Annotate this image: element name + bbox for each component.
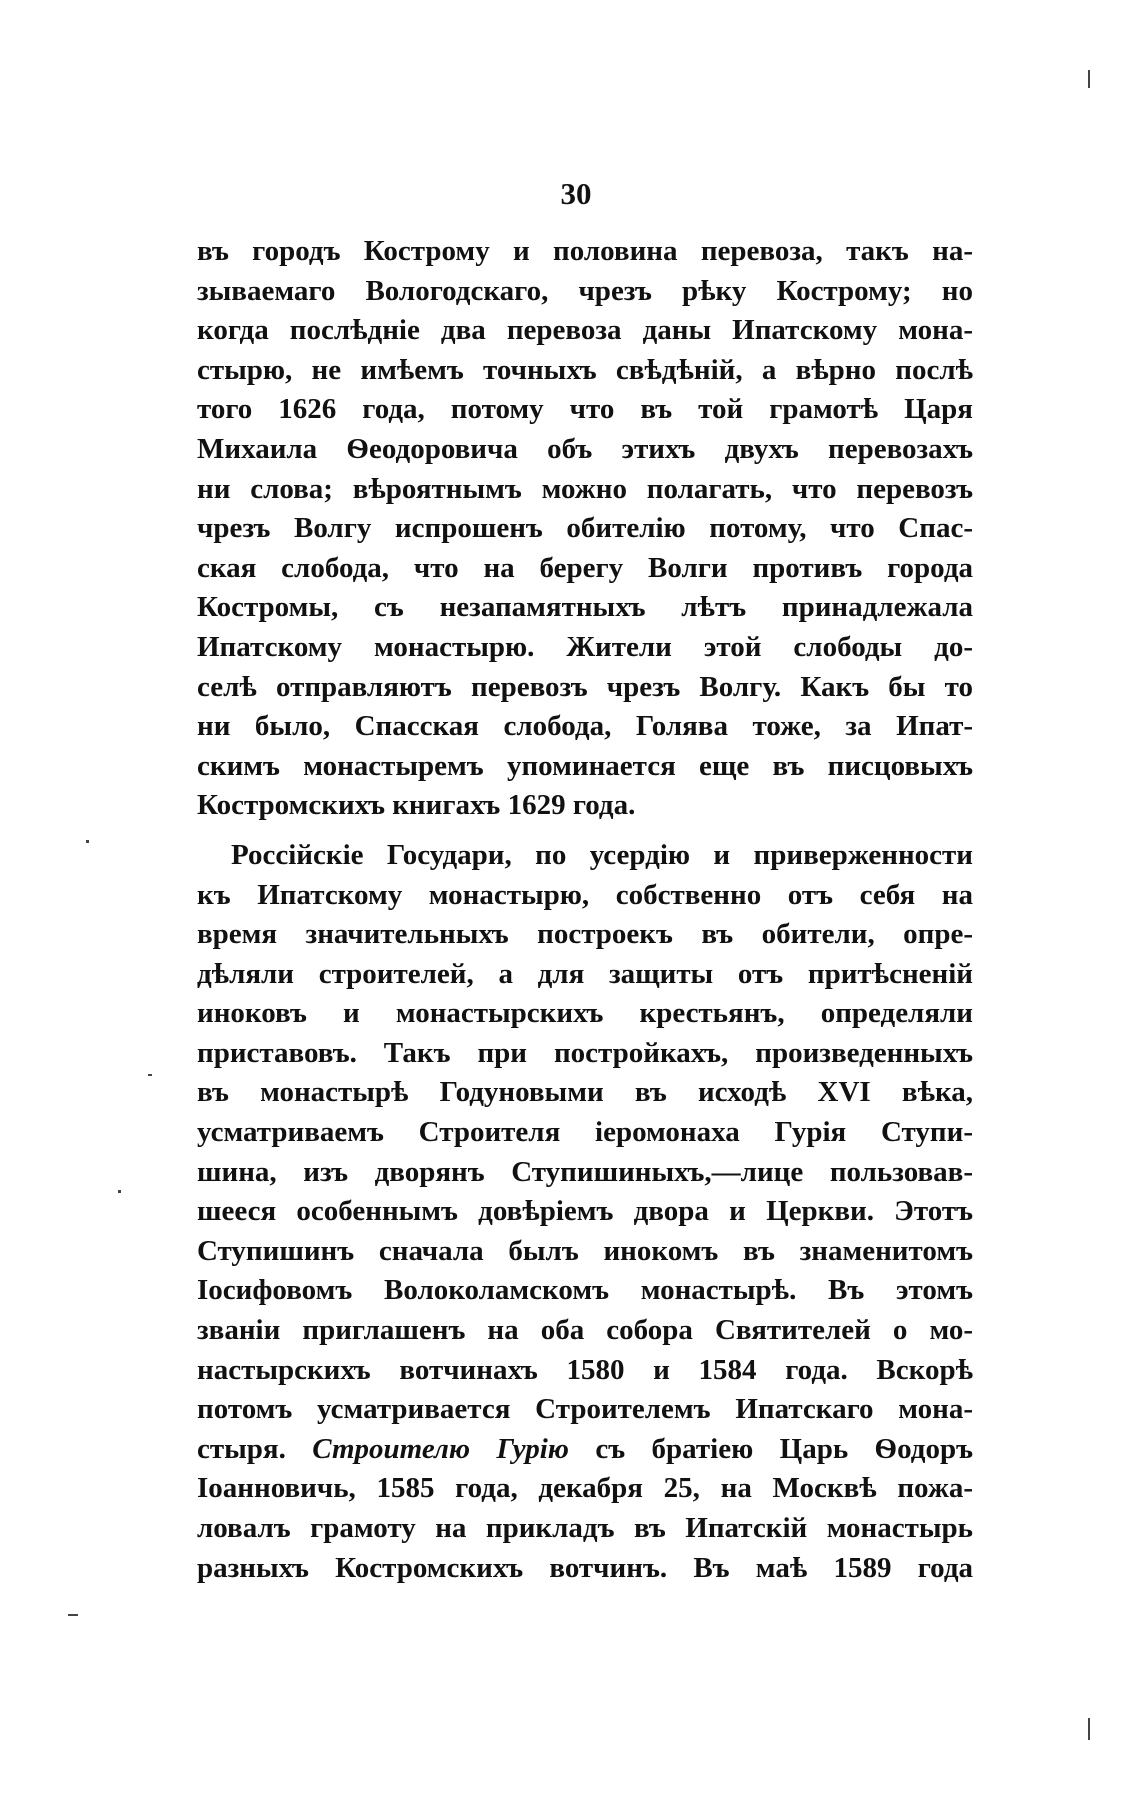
scan-mark bbox=[86, 840, 89, 843]
text-line: зываемаго Вологодскаго, чрезъ рѣку Кострому; но bbox=[197, 274, 973, 307]
paragraph-1 bbox=[197, 232, 973, 826]
text-line: приставовъ. Такъ при постройкахъ, произведенныхъ bbox=[197, 1036, 973, 1069]
text-line-with-italic bbox=[197, 1430, 973, 1470]
text-line: ни слова; вѣроятнымъ можно полагать, что перевозъ bbox=[197, 472, 973, 505]
text-line: шина, изъ дворянъ Ступишиныхъ,—лице пользовав- bbox=[197, 1155, 973, 1188]
text-line: къ Ипатскому монастырю, собственно отъ себя на bbox=[197, 878, 973, 911]
text-line: ни было, Спасская слобода, Голява тоже, за Ипат- bbox=[197, 710, 973, 743]
scan-mark bbox=[1088, 70, 1090, 88]
text-line: шееся особеннымъ довѣріемъ двора и Церкви. Этотъ bbox=[197, 1195, 973, 1228]
text-segment: съ братіею Царь Ѳодоръ bbox=[568, 1432, 973, 1465]
text-line: настырскихъ вотчинахъ 1580 и 1584 года. Вскорѣ bbox=[197, 1353, 973, 1386]
text-line: ская слобода, что на берегу Волги противъ города bbox=[197, 551, 973, 584]
scan-mark bbox=[68, 1614, 78, 1616]
text-line: Михаила Ѳеодоровича объ этихъ двухъ перевозахъ bbox=[197, 432, 973, 465]
text-line: Костромы, съ незапамятныхъ лѣтъ принадлежала bbox=[197, 591, 973, 624]
text-line: дѣляли строителей, а для защиты отъ притѣсненій bbox=[197, 957, 973, 990]
text-line: когда послѣдніе два перевоза даны Ипатскому мона- bbox=[197, 314, 973, 347]
text-line: иноковъ и монастырскихъ крестьянъ, определяли bbox=[197, 997, 973, 1030]
text-line: селѣ отправляютъ перевозъ чрезъ Волгу. Какъ бы то bbox=[197, 670, 973, 703]
text-line: чрезъ Волгу испрошенъ обителію потому, что Спас- bbox=[197, 512, 973, 545]
text-line: время значительныхъ построекъ въ обители, опре- bbox=[197, 918, 973, 951]
scan-mark bbox=[148, 1074, 152, 1076]
text-line: Іоанновичь, 1585 года, декабря 25, на Москвѣ пожа- bbox=[197, 1472, 973, 1505]
text-line: въ городъ Кострому и половина перевоза, такъ на- bbox=[197, 235, 973, 267]
italic-emphasis: Строителю Гурію bbox=[312, 1432, 569, 1465]
text-line: разныхъ Костромскихъ вотчинъ. Въ маѣ 1589 года bbox=[197, 1551, 973, 1584]
text-line: Ипатскому монастырю. Жители этой слободы до- bbox=[197, 630, 973, 663]
text-segment: стыря. bbox=[197, 1432, 313, 1465]
text-line: скимъ монастыремъ упоминается еще въ писцовыхъ bbox=[197, 749, 973, 782]
text-line: Костромскихъ книгахъ 1629 года. bbox=[197, 789, 636, 822]
paragraph-2 bbox=[197, 836, 973, 1588]
text-line: въ монастырѣ Годуновыми въ исходѣ XVI вѣка, bbox=[197, 1076, 973, 1109]
text-line: Россійскіе Государи, по усердію и приверженности bbox=[231, 838, 973, 871]
text-line: того 1626 года, потому что въ той грамотѣ Царя bbox=[197, 393, 973, 426]
text-line: потомъ усматривается Строителемъ Ипатскаго мона- bbox=[197, 1393, 973, 1426]
text-line: званіи приглашенъ на оба собора Святителей о мо- bbox=[197, 1314, 973, 1347]
text-line: Іосифовомъ Волоколамскомъ монастырѣ. Въ этомъ bbox=[197, 1274, 973, 1307]
text-line: усматриваемъ Строителя іеромонаха Гурія Ступи- bbox=[197, 1116, 973, 1149]
text-line: стырю, не имѣемъ точныхъ свѣдѣній, а вѣрно послѣ bbox=[197, 353, 973, 386]
scan-mark bbox=[1088, 1718, 1090, 1740]
body-text bbox=[197, 232, 973, 1588]
text-line: ловалъ грамоту на прикладъ въ Ипатскій монастырь bbox=[197, 1512, 973, 1544]
scan-mark bbox=[118, 1190, 121, 1193]
page-number: 30 bbox=[560, 176, 592, 211]
text-line: Ступишинъ сначала былъ инокомъ въ знаменитомъ bbox=[197, 1234, 973, 1267]
paragraph-gap bbox=[197, 826, 973, 836]
